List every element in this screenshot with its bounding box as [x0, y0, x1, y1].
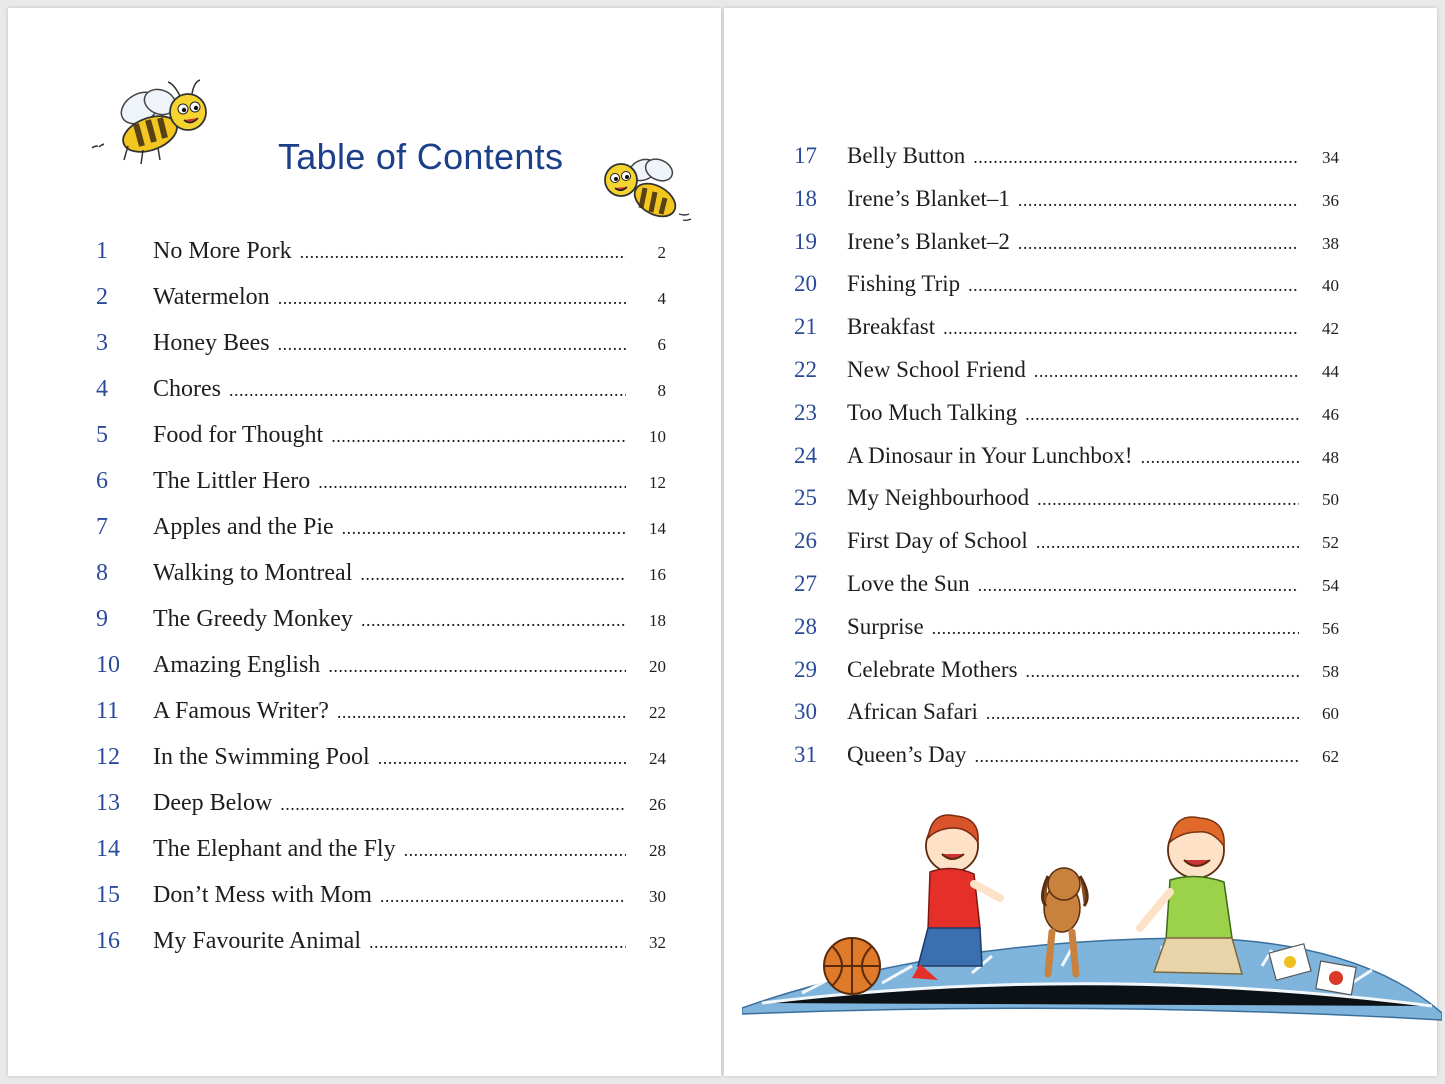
chapter-number: 26 — [794, 528, 817, 554]
chapter-title: A Dinosaur in Your Lunchbox! — [847, 442, 1133, 468]
chapter-title: Belly Button — [847, 143, 966, 168]
left-page — [8, 8, 721, 1076]
toc-entry[interactable] — [794, 657, 1339, 700]
chapter-number: 14 — [96, 836, 120, 862]
toc-entry[interactable] — [794, 699, 1339, 742]
dot-leader — [280, 794, 626, 815]
page-number: 52 — [1322, 533, 1339, 553]
chapter-title: Amazing English — [153, 652, 321, 678]
chapter-number: 20 — [794, 271, 817, 297]
dot-leader — [978, 575, 1299, 596]
chapter-title: My Neighbourhood — [847, 485, 1030, 511]
chapter-number: 5 — [96, 422, 108, 448]
toc-entry[interactable] — [96, 468, 666, 514]
toc-entry[interactable] — [794, 143, 1339, 186]
toc-entry[interactable] — [794, 742, 1339, 785]
chapter-number: 21 — [794, 314, 817, 340]
chapter-title: Love the Sun — [847, 570, 970, 596]
page-number: 16 — [649, 565, 666, 584]
dot-leader — [342, 518, 626, 539]
chapter-number: 9 — [96, 606, 108, 632]
chapter-number: 6 — [96, 468, 108, 494]
page-number: 56 — [1322, 618, 1339, 638]
page-number: 8 — [657, 381, 666, 400]
toc-entry[interactable] — [96, 284, 666, 330]
dot-leader — [986, 703, 1299, 724]
chapter-number: 31 — [794, 742, 817, 768]
chapter-number: 12 — [96, 744, 120, 770]
chapter-title: Honey Bees — [153, 330, 270, 356]
chapter-title: Don’t Mess with Mom — [153, 882, 372, 908]
page-number: 48 — [1322, 447, 1339, 467]
chapter-title: Walking to Montreal — [153, 560, 353, 586]
dot-leader — [369, 932, 626, 953]
dot-leader — [1034, 361, 1299, 382]
bee-icon — [593, 148, 703, 238]
toc-entry[interactable] — [794, 357, 1339, 400]
chapter-title: African Safari — [847, 699, 978, 725]
dot-leader — [360, 564, 626, 585]
chapter-title: The Greedy Monkey — [153, 606, 353, 632]
dot-leader — [337, 702, 626, 723]
chapter-number: 13 — [96, 790, 120, 816]
chapter-number: 16 — [96, 928, 120, 954]
page-number: 12 — [649, 473, 666, 492]
dot-leader — [300, 242, 626, 263]
children-playing-illustration — [742, 788, 1442, 1028]
toc-entry[interactable] — [96, 238, 666, 284]
chapter-title: My Favourite Animal — [153, 928, 361, 954]
toc-entry[interactable] — [794, 186, 1339, 229]
page-number: 22 — [649, 703, 666, 722]
chapter-title: No More Pork — [153, 238, 292, 264]
chapter-title: Too Much Talking — [847, 399, 1018, 425]
dot-leader — [943, 318, 1299, 339]
chapter-number: 2 — [96, 284, 108, 310]
toc-entry[interactable] — [96, 422, 666, 468]
right-page — [724, 8, 1437, 1076]
dot-leader — [380, 886, 626, 907]
chapter-title: A Famous Writer? — [153, 698, 329, 724]
chapter-number: 25 — [794, 485, 817, 511]
page-number: 24 — [649, 749, 666, 768]
chapter-title: First Day of School — [847, 528, 1028, 554]
chapter-number: 27 — [794, 570, 817, 596]
page-number: 34 — [1322, 148, 1339, 167]
toc-list-right — [794, 143, 1339, 785]
toc-entry[interactable] — [96, 744, 666, 790]
chapter-title: Irene’s Blanket–2 — [847, 228, 1010, 254]
toc-entry[interactable] — [96, 606, 666, 652]
toc-entry[interactable] — [794, 614, 1339, 657]
dot-leader — [974, 746, 1299, 767]
page-number: 58 — [1322, 661, 1339, 681]
chapter-title: Chores — [153, 376, 221, 402]
chapter-number: 10 — [96, 652, 120, 678]
page-number: 30 — [649, 887, 666, 906]
page-number: 20 — [649, 657, 666, 676]
toc-entry[interactable] — [794, 485, 1339, 528]
chapter-title: Food for Thought — [153, 422, 324, 448]
chapter-number: 8 — [96, 560, 108, 586]
chapter-number: 24 — [794, 442, 817, 468]
toc-entry[interactable] — [794, 443, 1339, 486]
page-number: 46 — [1322, 404, 1339, 424]
chapter-number: 11 — [96, 698, 120, 724]
page-number: 32 — [649, 933, 666, 952]
chapter-title: The Littler Hero — [153, 468, 311, 494]
chapter-title: Irene’s Blanket–1 — [847, 185, 1010, 211]
chapter-title: Apples and the Pie — [153, 514, 334, 540]
chapter-title: Queen’s Day — [847, 742, 967, 768]
dot-leader — [328, 656, 626, 677]
toc-entry[interactable] — [794, 271, 1339, 314]
dot-leader — [1037, 489, 1299, 510]
chapter-title: New School Friend — [847, 356, 1026, 382]
page-number: 60 — [1322, 704, 1339, 724]
chapter-title: Breakfast — [847, 314, 936, 340]
chapter-number: 17 — [794, 143, 817, 168]
toc-entry[interactable] — [794, 571, 1339, 614]
toc-entry[interactable] — [96, 698, 666, 744]
page-number: 18 — [649, 611, 666, 630]
toc-entry[interactable] — [96, 560, 666, 606]
chapter-title: Deep Below — [153, 790, 273, 816]
toc-entry[interactable] — [96, 652, 666, 698]
dot-leader — [1018, 233, 1299, 254]
toc-entry[interactable] — [96, 790, 666, 836]
page-number: 50 — [1322, 490, 1339, 510]
chapter-number: 23 — [794, 399, 817, 425]
dot-leader — [1036, 532, 1299, 553]
dot-leader — [973, 147, 1299, 168]
page-number: 42 — [1322, 319, 1339, 339]
toc-entry[interactable] — [794, 229, 1339, 272]
dot-leader — [1018, 190, 1299, 211]
toc-entry[interactable] — [794, 400, 1339, 443]
page-number: 40 — [1322, 276, 1339, 296]
dot-leader — [278, 288, 626, 309]
page-number: 2 — [657, 243, 666, 262]
page-number: 26 — [649, 795, 666, 814]
page-title: Table of Contents — [278, 136, 564, 177]
chapter-title: Surprise — [847, 613, 924, 639]
chapter-title: In the Swimming Pool — [153, 744, 370, 770]
chapter-number: 4 — [96, 376, 108, 402]
chapter-title: Celebrate Mothers — [847, 656, 1018, 682]
chapter-number: 19 — [794, 228, 817, 254]
dot-leader — [331, 426, 626, 447]
chapter-number: 18 — [794, 185, 817, 211]
dot-leader — [318, 472, 626, 493]
chapter-number: 7 — [96, 514, 108, 540]
chapter-title: Watermelon — [153, 284, 270, 310]
chapter-number: 3 — [96, 330, 108, 356]
chapter-number: 28 — [794, 613, 817, 639]
chapter-number: 29 — [794, 656, 817, 682]
chapter-number: 1 — [96, 238, 108, 264]
chapter-title: Fishing Trip — [847, 271, 961, 297]
toc-entry[interactable] — [794, 528, 1339, 571]
dot-leader — [932, 618, 1299, 639]
toc-entry[interactable] — [96, 330, 666, 376]
page-number: 6 — [657, 335, 666, 354]
toc-entry[interactable] — [96, 836, 666, 882]
toc-entry[interactable] — [96, 376, 666, 422]
page-number: 28 — [649, 841, 666, 860]
dot-leader — [278, 334, 626, 355]
page-number: 36 — [1322, 190, 1339, 210]
dot-leader — [1026, 661, 1299, 682]
page-number: 10 — [649, 427, 666, 446]
toc-entry[interactable] — [96, 928, 666, 974]
page-number: 38 — [1322, 233, 1339, 253]
dot-leader — [378, 748, 626, 769]
chapter-number: 30 — [794, 699, 817, 725]
page-number: 62 — [1322, 747, 1339, 767]
dot-leader — [229, 380, 626, 401]
chapter-number: 15 — [96, 882, 120, 908]
bee-icon — [88, 76, 218, 176]
page-number: 54 — [1322, 575, 1339, 595]
dot-leader — [968, 275, 1299, 296]
dot-leader — [404, 840, 626, 861]
dot-leader — [361, 610, 626, 631]
chapter-title: The Elephant and the Fly — [153, 836, 396, 862]
dot-leader — [1025, 404, 1299, 425]
dot-leader — [1141, 447, 1299, 468]
page-number: 4 — [657, 289, 666, 308]
page-number: 14 — [649, 519, 666, 538]
page-number: 44 — [1322, 361, 1339, 381]
chapter-number: 22 — [794, 356, 817, 382]
toc-entry[interactable] — [96, 514, 666, 560]
toc-list-left — [96, 238, 666, 974]
toc-entry[interactable] — [794, 314, 1339, 357]
toc-entry[interactable] — [96, 882, 666, 928]
